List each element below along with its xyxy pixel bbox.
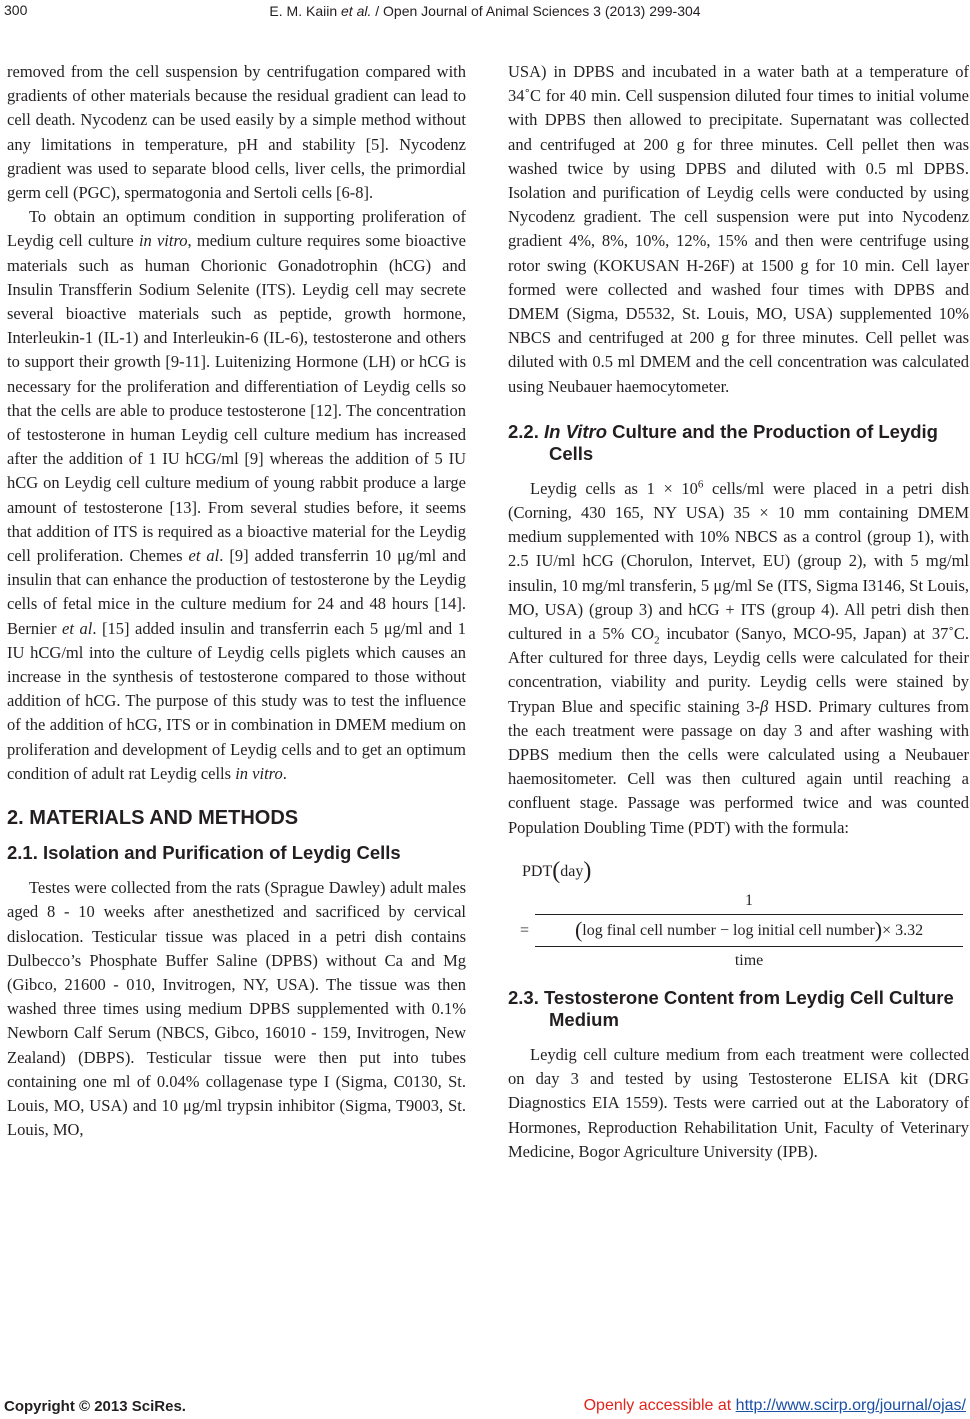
italic-run: β bbox=[760, 696, 769, 716]
copyright-footer: Copyright © 2013 SciRes. bbox=[4, 1398, 186, 1415]
heading-italic: In Vitro bbox=[544, 420, 608, 442]
access-text: Openly accessible at bbox=[583, 1397, 736, 1414]
paragraph-optimum-condition bbox=[7, 205, 466, 786]
formula-lhs bbox=[508, 854, 969, 888]
subsection-heading-2-3: 2.3. Testosterone Content from Leydig Cell Culture Medium bbox=[508, 986, 954, 1030]
text-run: , medium culture requires some bioactive materials such as human Chorionic Gonadotrophin (hCG) and Insulin Transfferin Sodium Selenite (ITS). Leydig cell may secrete several bioactive materials such as peptide, growth hormone, Interleukin-1 (IL-1) and Interleukin-6 (IL-6), testosterone and others to support their growth [9-11]. Luitenizing Hormone (LH) or hCG is necessary for the proliferation and differentiation of Leydig cells so that the cells are able to produce testosterone [12]. The concentration of testosterone in human Leydig cell culture medium has increased after the addition of 1 IU hCG/ml [9] whereas the addition of 5 IU hCG on Leydig cell culture medium of young rabbit produce a large amount of testosterone [13]. From several studies before, it seems that addition of ITS is required as a bioactive material for the Leydig cell proliferation. Chemes bbox=[7, 231, 466, 566]
access-footer bbox=[584, 1397, 966, 1415]
formula-paren: ) bbox=[583, 857, 592, 884]
text-run: . bbox=[282, 763, 287, 783]
italic-run: et al bbox=[188, 546, 220, 566]
text-run: . [15] added insulin and transferrin each 5 μg/ml and 1 IU hCG/ml into the culture of Leydig cells piglets which causes an increase in the synthesis of testosterone compared to those without addition of hCG. The purpose of this study was to test the influence of the addition of hCG, ITS or in combination in DMEM medium on proliferation and development of Leydig cells and to get an optimum condition of adult rat Leydig cells bbox=[7, 618, 466, 783]
superscript: 6 bbox=[697, 478, 704, 491]
right-column bbox=[508, 60, 969, 1164]
subsection-heading-2-2 bbox=[508, 421, 969, 465]
subsection-heading-2-1: 2.1. Isolation and Purification of Leydig Cells bbox=[7, 842, 401, 864]
section-heading-materials-methods: 2. MATERIALS AND METHODS bbox=[7, 807, 299, 830]
formula-denominator: time bbox=[734, 951, 764, 969]
text-run: Leydig cells as 1 × 10 bbox=[530, 478, 698, 498]
heading-text: Culture and the Production of Leydig Cells bbox=[549, 420, 938, 464]
formula-paren: ( bbox=[552, 857, 561, 884]
formula-paren: ) bbox=[874, 916, 883, 942]
header-etal: et al. bbox=[341, 3, 372, 19]
formula-log-expression: log final cell number − log initial cell number bbox=[582, 921, 875, 939]
formula-middle bbox=[535, 914, 963, 947]
text-run: incubator (Sanyo, MCO-95, Japan) at 37˚C. After cultured for three days, Leydig cells were calculated for their concentration, viability and purity. Leydig cells were stained by Trypan Blue and specific staining 3- bbox=[508, 624, 969, 716]
formula-fraction bbox=[535, 888, 963, 975]
text-run: HSD. Primary cultures from the each treatment were passage on day 3 and after washing with DPBS medium then the cells were calculated using a Neubauer haemositometer. Cell was then cultured again until reaching a confluent stage. Passage was performed twice and was counted Population Doubling Time (PDT) with the formula: bbox=[508, 696, 969, 837]
paragraph-testosterone: Leydig cell culture medium from each treatment were collected on day 3 and tested by using Testosterone ELISA kit (DRG Diagnostics EIA 1559). Tests were carried out at the Laboratory of Hormones, Reproduction Rehabilitation Unit, Faculty of Veterinary Medicine, Bogor Agriculture University (IPB). bbox=[508, 1044, 969, 1161]
italic-run: et al bbox=[62, 618, 93, 638]
paragraph-continuation: removed from the cell suspension by centrifugation compared with gradients of other materials because the residual gradient can lead to cell death. Nycodenz can be used easily by a simple method without any limitations in temperature, pH and stability [5]. Nycodenz gradient was used to separate blood cells, liver cells, the primordial germ cell (PGC), spermatogonia and Sertoli cells [6-8]. bbox=[7, 62, 466, 203]
text-run: . [9] added transferrin 10 μg/ml and insulin that can enhance the production of testosterone by the Leydig cells of fetal mice in the culture medium for 24 and 48 hours [14]. Bernier bbox=[7, 546, 466, 638]
header-journal: / Open Journal of Animal Sciences 3 (2013) 299-304 bbox=[375, 3, 701, 19]
italic-run: in vitro bbox=[138, 231, 188, 251]
paragraph-incubation: USA) in DPBS and incubated in a water bath at a temperature of 34˚C for 40 min. Cell suspension diluted four times to initial volume with DPBS then allowed to precipitate. Supernatant was collected and centrifuged at 200 g for three minutes. Cell pellet then was washed twice by using DPBS and diluted with 0.5 ml DPBS. Isolation and purification of Leydig cells were conducted by using Nycodenz gradient. The cell suspension were put into Nycodenz gradient 4%, 8%, 10%, 12%, 15% and then were centrifuge using rotor swing (KOKUSAN H-26F) at 1500 g for 10 min. Cell layer formed were collected and washed four times with DPBS and DMEM (Sigma, D5532, St. Louis, MO, USA) supplemented 10% NBCS and centrifuged at 200 g for three minutes. Cell pellet was diluted with 0.5 ml DMEM and the cell concentration was calculated using Neubauer haemocytometer. bbox=[508, 62, 969, 396]
formula-paren: ( bbox=[574, 916, 583, 942]
running-header bbox=[0, 3, 970, 19]
formula-rhs bbox=[508, 888, 969, 975]
text-run: To obtain an optimum condition in supporting proliferation of Leydig cell culture bbox=[7, 207, 466, 251]
left-column bbox=[7, 60, 466, 1142]
subscript: 2 bbox=[654, 634, 660, 647]
paragraph-isolation: Testes were collected from the rats (Sprague Dawley) adult males aged 8 - 10 weeks after anesthetized and sacrificed by cervical dislocation. Testicular tissue was placed in a petri dish contains Dulbecco’s Phosphate Buffer Saline (DPBS) without Ca and Mg (Gibco, 21600 - 010, Invitrogen, NY, USA). The tissue was then washed three times using medium DPBS supplemented with 0.1% Newborn Calf Serum (NBCS, Gibco, 16010 - 159, Invitrogen, New Zealand) (DBPS). Testicular tissue were then put into tubes containing one ml of 0.04% collagenase type I (Sigma, C0130, St. Louis, MO, USA) and 10 μg/ml trypsin inhibitor (Sigma, T9003, St. Louis, MO, bbox=[7, 878, 466, 1140]
formula-lhs-name: PDT bbox=[522, 862, 553, 880]
formula-lhs-arg: day bbox=[560, 862, 584, 880]
italic-run: in vitro bbox=[235, 763, 283, 783]
formula-numerator: 1 bbox=[745, 891, 754, 909]
page-number: 300 bbox=[4, 2, 28, 18]
formula-factor: × 3.32 bbox=[882, 921, 924, 939]
heading-number: 2.2. bbox=[508, 420, 544, 442]
paragraph-culture bbox=[508, 477, 969, 840]
text-run: cells/ml were placed in a petri dish (Corning, 430 165, NY USA) 35 × 10 mm containing DMEM medium supplemented with 10% NBCS as a control (group 1), with 2.5 IU/ml hCG (Chorulon, Intervet, EU) (group 2), with 5 mg/ml insulin, 10 mg/ml transferin, 5 μg/ml Se (ITS, Sigma I3146, St Louis, MO, USA) (group 3) and hCG + ITS (group 4). All petri dish then cultured in a 5% CO bbox=[508, 478, 969, 644]
formula-equals: = bbox=[520, 922, 530, 940]
pdt-formula bbox=[508, 854, 969, 975]
header-authors: E. M. Kaiin bbox=[269, 3, 338, 19]
journal-link[interactable]: http://www.scirp.org/journal/ojas/ bbox=[735, 1397, 966, 1414]
